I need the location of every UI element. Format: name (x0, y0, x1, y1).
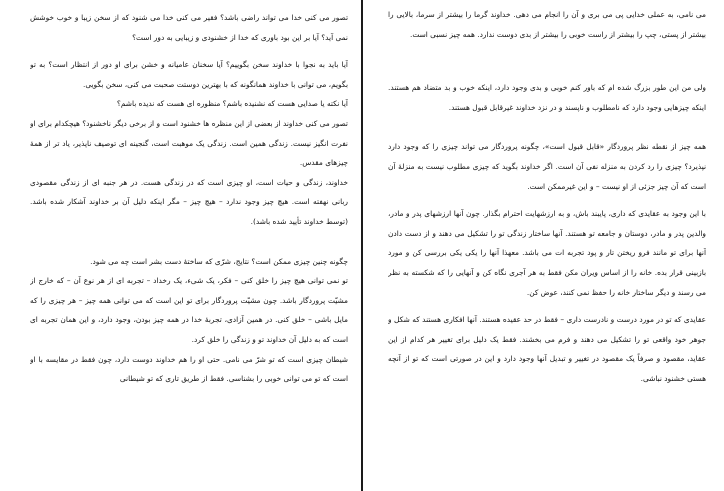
paragraph: می نامی، به عملی خدایی پی می بری و آن را انجام می دهی. خداوند گرما را بیشتر از سرما، بالایی را بیشتر از پستی، چپ را بیشتر از راست خوبی را بیشتر از بدی دوست ندارد. همه چیز نسبی است. (388, 10, 706, 39)
paragraph: با این وجود به عقایدی که داری، پایبند باش، و به ارزشهایت احترام بگذار. چون آنها ارزشهای پدر و مادر، والدین پدر و مادر، دوستان و جامعه تو هستند. آنها ساختار زندگی تو را تشکیل می دهند و از دست دادن آنها برای تو مانند فرو ریختن تار و پود تجربه ات می باشد. معهذا آنها را یکی یکی بررسی کن و مورد بازبینی قرار بده. خانه را از اساس ویران مکن فقط به هر آجری نگاه کن و آنهایی را که شکسته به نظر می رسند و دیگر ساختار خانه را حفظ نمی کنند، عوض کن. (388, 209, 706, 297)
paragraph: شیطان چیزی است که تو شرّ می نامی. حتی او را هم خداوند دوست دارد، چون فقط در مقایسه با او است که تو می توانی خوبی را بشناسی. فقط از طریق تاری که تو شیطانی (30, 354, 348, 384)
paragraph: آیا باید به نجوا با خداوند سخن بگوییم؟ آیا سخنان عامیانه و خشن برای او دور از انتظار است؟ به تو بگویم، می توانی با خداوند همانگونه که با بهترین دوستت صحبت می کنی، سخن بگویی. (30, 60, 348, 89)
left-page (30, 0, 348, 491)
paragraph: آیا نکته یا صدایی هست که نشنیده باشم؟ منظوره ای هست که ندیده باشم؟ (116, 99, 348, 109)
paragraph: چگونه چنین چیزی ممکن است؟ نتایج، شرّی که ساختهٔ دست بشر است چه می شود. (90, 256, 348, 266)
paragraph: تصور می کنی خداوند از بعضی از این منظره ها خشنود است و از برخی دیگر ناخشنود؟ هیچکدام برای او نفرت انگیز نیست. زندگی همین است. زندگی یک موهبت است، گنجینه ای توصیف ناپذیر، یاد تر از همهٔ چیزهای مقدس. (30, 118, 348, 168)
paragraph: ولی من این طور بزرگ شده ام که باور کنم خوبی و بدی وجود دارد، اینکه خوب و بد متضاد هم هستند. اینکه چیزهایی وجود دارد که نامطلوب و ناپسند و در نزد خداوند غیرقابل قبول هستند. (388, 83, 706, 112)
page-gutter-divider (361, 0, 363, 491)
right-page (388, 0, 706, 491)
paragraph: خداوند، زندگی و حیات است، او چیزی است که در زندگی هست. در هر جنبه ای از زندگی مقصودی ربانی نهفته است. هیچ چیز وجود ندارد – هیچ چیز – مگر اینکه دلیل آن بر خداوند آشکار شده باشد. (توسط خداوند تأیید شده باشد). (30, 177, 348, 226)
paragraph: تصور می کنی خدا می تواند راضی باشد؟ فقیر می کنی خدا می شنود که از سخن زیبا و خوب خوشش نمی آید؟ آیا بر این بود باوری که خدا از خشنودی و زیبایی به دور است؟ (30, 13, 348, 42)
paragraph: عقایدی که تو در مورد درست و نادرست داری – فقط در حد عقیده هستند. آنها افکاری هستند که شکل و جوهر خود واقعی تو را تشکیل می دهند و فرم می بخشند. فقط یک دلیل برای تغییر هر کدام از این عقاید، مقصود و صرفاً یک مقصود در تغییر و تبدیل آنها وجود دارد و این در صورتی است که تو از آنچه هستی خشنود نباشی. (388, 315, 706, 383)
paragraph: تو نمی توانی هیچ چیز را خلق کنی – فکر، یک شیء، یک رخداد – تجربه ای از هر نوع آن – که خارج از مشیّت پروردگار باشد. چون مشیّت پروردگار برای تو این است که می توانی همه چیز – هر چیزی را که مایل باشی – خلق کنی. در همین آزادی، تجربهٔ خدا در همه چیز بودن، وجود دارد، و این همان تجربه ای است که به دلیل آن خداوند تو و زندگی را خلق کرد. (30, 276, 348, 344)
paragraph: همه چیز از نقطه نظر پروردگار «قابل قبول است»، چگونه پروردگار می تواند چیزی را که وجود دارد نپذیرد؟ چیزی را رد کردن به منزله نفی آن است. اگر خداوند بگوید که چیزی مطلوب نیست به منزلهٔ آن است که آن چیز جزئی از او نیست – و این غیرممکن است. (388, 142, 706, 191)
